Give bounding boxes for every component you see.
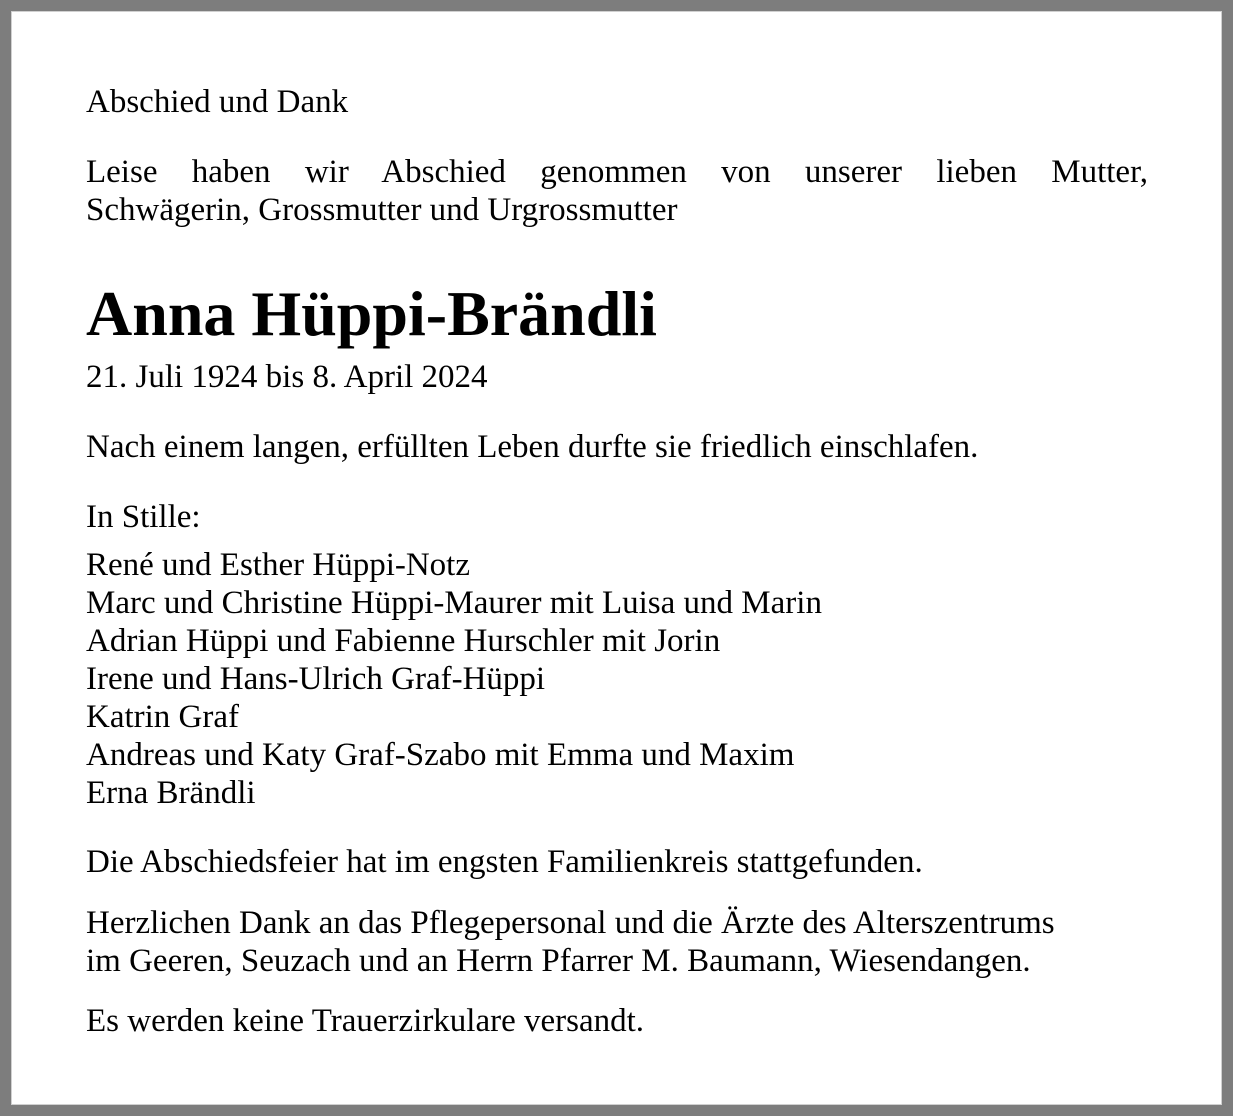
intro-paragraph [86,153,1148,229]
life-dates: 21. Juli 1924 bis 8. April 2024 [86,359,488,395]
ceremony-statement: Die Abschiedsfeier hat im engsten Familienkreis stattgefunden. [86,844,923,880]
mourner-line: Erna Brändli [86,775,256,811]
heading: Abschied und Dank [86,84,349,120]
thanks-paragraph [86,904,1148,980]
mourners-list [86,546,1148,812]
no-circulars-statement: Es werden keine Trauerzirkulare versandt. [86,1003,645,1039]
thanks-line-1: Herzlichen Dank an das Pflegepersonal und die Ärzte des Alterszentrums [86,905,1055,941]
intro-line-1: Leise haben wir Abschied genommen von unserer lieben Mutter, [86,154,1148,190]
intro-line-2: Schwägerin, Grossmutter und Urgrossmutter [86,192,678,228]
in-silence-label: In Stille: [86,499,201,535]
thanks-line-2: im Geeren, Seuzach und an Herrn Pfarrer M. Baumann, Wiesendangen. [86,943,1031,979]
mourner-line: Adrian Hüppi und Fabienne Hurschler mit Jorin [86,623,721,659]
passing-statement: Nach einem langen, erfüllten Leben durfte sie friedlich einschlafen. [86,429,979,465]
obituary-page [11,11,1222,1105]
mourner-line: Katrin Graf [86,699,240,735]
mourner-line: Marc und Christine Hüppi-Maurer mit Luisa und Marin [86,585,822,621]
deceased-name: Anna Hüppi-Brändli [86,278,657,349]
mourner-line: René und Esther Hüppi-Notz [86,547,470,583]
mourner-line: Andreas und Katy Graf-Szabo mit Emma und Maxim [86,737,795,773]
mourner-line: Irene und Hans-Ulrich Graf-Hüppi [86,661,546,697]
